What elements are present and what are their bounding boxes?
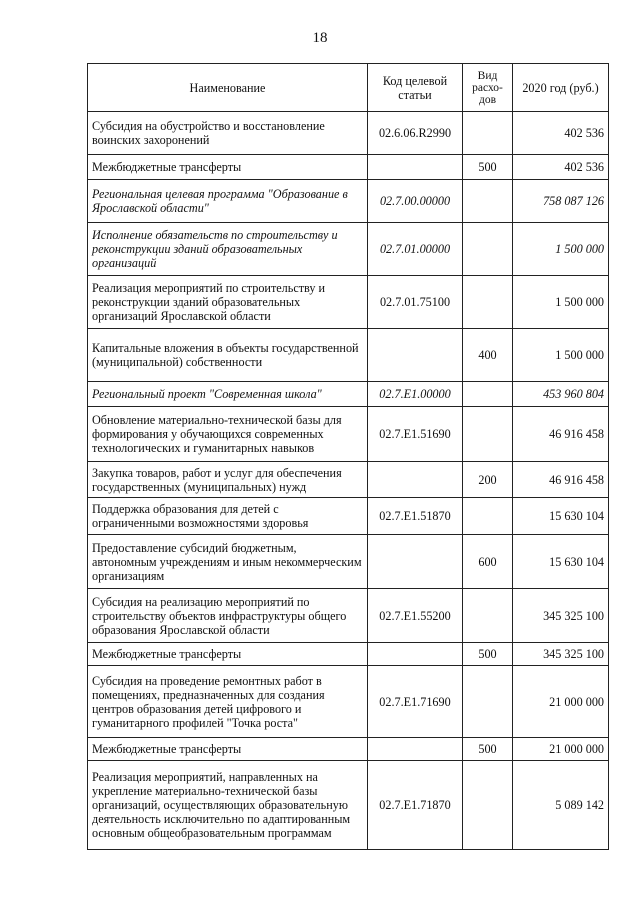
row-amount-cell: 1 500 000 [513,276,609,329]
row-name-cell: Межбюджетные трансферты [88,155,368,180]
row-amount-cell: 345 325 100 [513,643,609,666]
row-code-cell [368,462,463,498]
row-type-cell [463,180,513,223]
row-amount-cell: 5 089 142 [513,761,609,850]
row-code-cell: 02.7.Е1.51690 [368,407,463,462]
row-name-cell: Исполнение обязательств по строительству и реконструкции зданий образовательных организаций [88,223,368,276]
row-code-cell: 02.7.Е1.00000 [368,382,463,407]
table-row [88,462,609,498]
row-amount-cell: 758 087 126 [513,180,609,223]
row-name-cell: Межбюджетные трансферты [88,643,368,666]
table-row [88,382,609,407]
row-code-cell: 02.6.06.R2990 [368,112,463,155]
row-code-cell [368,535,463,589]
table-row [88,738,609,761]
row-amount-cell: 46 916 458 [513,462,609,498]
row-name-cell: Региональная целевая программа "Образование в Ярославской области" [88,180,368,223]
table-row [88,276,609,329]
row-code-cell: 02.7.Е1.71690 [368,666,463,738]
row-type-cell: 500 [463,155,513,180]
header-expense-type: Вид расхо-дов [463,64,513,112]
row-type-cell [463,276,513,329]
table-row [88,589,609,643]
row-amount-cell: 402 536 [513,112,609,155]
row-type-cell [463,382,513,407]
budget-table [87,63,609,850]
row-type-cell [463,589,513,643]
row-name-cell: Капитальные вложения в объекты государственной (муниципальной) собственности [88,329,368,382]
row-type-cell [463,666,513,738]
table-row [88,407,609,462]
row-amount-cell: 21 000 000 [513,738,609,761]
page-number: 18 [312,30,328,46]
row-amount-cell: 15 630 104 [513,498,609,535]
table-body [88,112,609,850]
table-row [88,329,609,382]
header-code: Код целевой статьи [368,64,463,112]
row-type-cell [463,223,513,276]
row-code-cell [368,155,463,180]
row-name-cell: Субсидия на проведение ремонтных работ в помещениях, предназначенных для создания центров образования детей цифрового и гуманитарного профилей "Точка роста" [88,666,368,738]
row-code-cell: 02.7.00.00000 [368,180,463,223]
row-amount-cell: 1 500 000 [513,223,609,276]
row-name-cell: Межбюджетные трансферты [88,738,368,761]
header-name: Наименование [88,64,368,112]
row-name-cell: Субсидия на реализацию мероприятий по строительству объектов инфраструктуры общего образования Ярославской области [88,589,368,643]
row-type-cell: 600 [463,535,513,589]
row-code-cell [368,329,463,382]
row-type-cell: 400 [463,329,513,382]
row-amount-cell: 1 500 000 [513,329,609,382]
row-amount-cell: 15 630 104 [513,535,609,589]
table-row [88,223,609,276]
row-type-cell [463,112,513,155]
row-type-cell: 200 [463,462,513,498]
header-year-amount: 2020 год (руб.) [513,64,609,112]
row-name-cell: Предоставление субсидий бюджетным, автономным учреждениям и иным некоммерческим организациям [88,535,368,589]
row-type-cell [463,761,513,850]
table-row [88,498,609,535]
row-code-cell: 02.7.Е1.71870 [368,761,463,850]
row-name-cell: Реализация мероприятий, направленных на укрепление материально-технической базы организаций, осуществляющих образовательную деятельность исключительно по адаптированным основным общеобразовательным программам [88,761,368,850]
table-row [88,155,609,180]
table-row [88,643,609,666]
row-code-cell: 02.7.Е1.51870 [368,498,463,535]
row-code-cell: 02.7.01.00000 [368,223,463,276]
row-name-cell: Закупка товаров, работ и услуг для обеспечения государственных (муниципальных) нужд [88,462,368,498]
row-amount-cell: 402 536 [513,155,609,180]
table-row [88,112,609,155]
table-row [88,666,609,738]
row-code-cell [368,643,463,666]
row-code-cell: 02.7.Е1.55200 [368,589,463,643]
row-name-cell: Субсидия на обустройство и восстановление воинских захоронений [88,112,368,155]
row-name-cell: Обновление материально-технической базы для формирования у обучающихся современных технологических и гуманитарных навыков [88,407,368,462]
row-amount-cell: 453 960 804 [513,382,609,407]
row-amount-cell: 21 000 000 [513,666,609,738]
row-name-cell: Региональный проект "Современная школа" [88,382,368,407]
row-type-cell [463,407,513,462]
table-row [88,535,609,589]
table-row [88,761,609,850]
row-code-cell: 02.7.01.75100 [368,276,463,329]
row-type-cell: 500 [463,643,513,666]
row-name-cell: Реализация мероприятий по строительству и реконструкции зданий образовательных организаций Ярославской области [88,276,368,329]
table-header-row [88,64,609,112]
table-row [88,180,609,223]
row-code-cell [368,738,463,761]
row-type-cell: 500 [463,738,513,761]
row-name-cell: Поддержка образования для детей с ограниченными возможностями здоровья [88,498,368,535]
row-amount-cell: 345 325 100 [513,589,609,643]
row-type-cell [463,498,513,535]
row-amount-cell: 46 916 458 [513,407,609,462]
